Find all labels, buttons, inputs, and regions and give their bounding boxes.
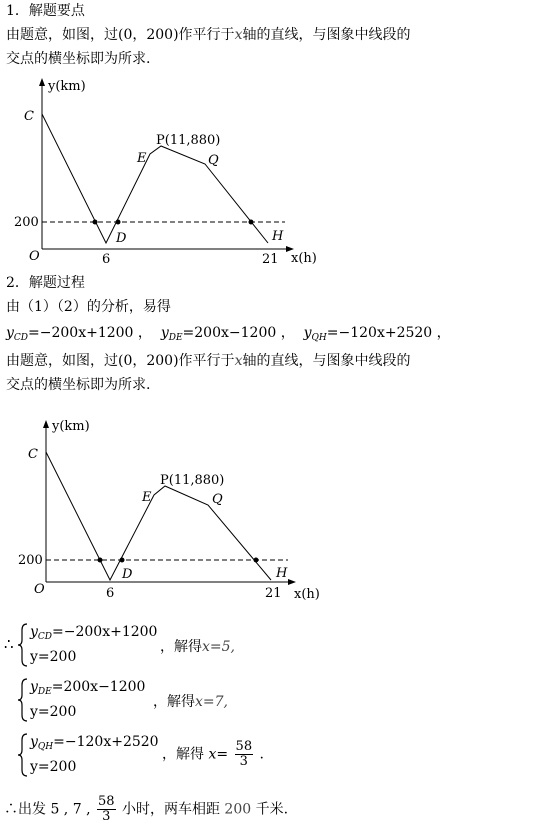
conclusion-fraction: $\frac{58}{3}$ [97, 794, 115, 824]
tick-label-6: 6 [106, 586, 115, 601]
tick-label-21: 21 [265, 586, 282, 601]
y-axis-arrow [39, 78, 45, 86]
tick-label-21: 21 [262, 252, 279, 267]
intersection-point-2 [120, 558, 125, 563]
x-axis-label: x(h) [294, 587, 320, 602]
tick-label-200: 200 [14, 215, 39, 230]
system-2-eq2: y=200 [30, 704, 77, 720]
origin-label: O [34, 582, 45, 597]
graph-1 [0, 74, 340, 269]
x-axis-arrow [288, 579, 296, 585]
subscript-de: DE [168, 333, 183, 343]
subscript-cd: CD [13, 333, 29, 343]
system-2-eq1: $y_{DE}=200x-1200$ [30, 679, 146, 697]
section2-paragraph-4: 交点的横坐标即为所求. [6, 377, 151, 393]
subscript-qh: QH [311, 333, 327, 343]
section2-paragraph-1: 由（1）（2）的分析，易得 [6, 299, 171, 315]
y-axis-arrow [43, 420, 49, 428]
x-axis-label: x(h) [291, 251, 317, 266]
brace-2 [17, 677, 29, 723]
system-1-eq2: y=200 [30, 649, 77, 665]
point-p-label: P(11,880) [160, 473, 225, 488]
therefore-symbol: ∴ [4, 635, 14, 653]
x-variable: x [234, 353, 243, 369]
section2-heading: 2．解题过程 [6, 275, 85, 291]
equation-cd: =−200x+1200 ， [28, 325, 152, 341]
intersection-point-3 [249, 220, 254, 225]
text: 由题意，如图，过(0，200)作平行于 [6, 353, 235, 369]
conclusion: ∴出发 5 , 7 , $\frac{58}{3}$ 小时，两车相距 200 千米. [4, 794, 289, 824]
equation-qh: =−120x+2520 ， [326, 325, 451, 341]
point-e-label: E [142, 490, 152, 505]
point-p-label: P(11,880) [156, 133, 221, 148]
section1-paragraph-line2: 交点的横坐标即为所求. [6, 51, 151, 67]
graph-polyline [42, 114, 268, 243]
section2-paragraph-3 [6, 352, 410, 370]
brace-3 [17, 732, 29, 778]
point-c-label: C [28, 447, 38, 462]
brace-1 [17, 622, 29, 668]
system-3-eq2: y=200 [30, 759, 77, 775]
linear-equations-line: $y_{CD}=-200x+1200$ ， $y_{DE}=200x-1200$ ， $y_{QH}=-120x+2520$ ， [6, 325, 451, 343]
system-1-result: ，解得x=5, [160, 639, 235, 655]
system-1-eq1: $y_{CD}=-200x+1200$ [30, 624, 158, 642]
point-c-label: C [24, 109, 34, 124]
graph-2 [0, 412, 340, 607]
y-axis-label: y(km) [48, 79, 86, 94]
point-q-label: Q [208, 153, 219, 168]
point-q-label: Q [212, 492, 223, 507]
fraction-58-3: $\frac{58}{3}$ [235, 739, 253, 769]
point-h-label: H [272, 229, 284, 244]
intersection-point-3 [254, 558, 259, 563]
point-h-label: H [276, 566, 288, 581]
intersection-point-1 [93, 220, 98, 225]
point-d-label: D [122, 567, 133, 582]
equation-de: =200x−1200 ， [182, 325, 295, 341]
text: 由题意，如图，过(0，200)作平行于 [6, 27, 235, 43]
system-3-result: ，解得 x= $\frac{58}{3}$ . [162, 739, 264, 769]
intersection-point-2 [116, 220, 121, 225]
graph-polyline [46, 452, 271, 580]
system-3-eq1: $y_{QH}=-120x+2520$ [30, 734, 159, 752]
section1-paragraph-line1 [6, 26, 410, 44]
origin-label: O [29, 249, 40, 264]
tick-label-200: 200 [18, 553, 43, 568]
text: 轴的直线，与图象中线段的 [242, 27, 411, 43]
point-e-label: E [137, 151, 147, 166]
system-2-result: ，解得x=7, [153, 694, 228, 710]
y-axis-label: y(km) [52, 419, 90, 434]
intersection-point-1 [98, 558, 103, 563]
point-d-label: D [116, 231, 127, 246]
section1-heading: 1．解题要点 [6, 3, 85, 19]
tick-label-6: 6 [102, 252, 111, 267]
x-variable: x [234, 27, 243, 43]
text: 轴的直线，与图象中线段的 [242, 353, 411, 369]
